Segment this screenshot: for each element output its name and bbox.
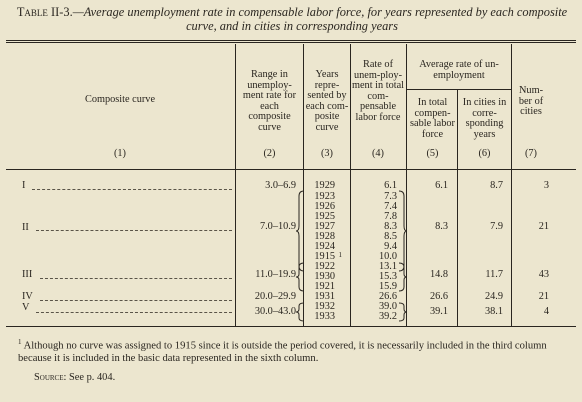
rate-brace-right xyxy=(398,190,408,272)
header-rate: Rate of unem-ploy-ment in total com-pensable labor force xyxy=(351,59,405,123)
footnote-ref: 1 xyxy=(338,251,342,259)
table-label: Table II-3. xyxy=(16,5,73,19)
year-cell: 1921 xyxy=(314,281,335,292)
range-value: 30.0–43.0 xyxy=(254,306,296,317)
leader-dots xyxy=(36,312,232,313)
avg-cities-value: 8.7 xyxy=(490,180,503,191)
curve-label: III xyxy=(22,269,33,280)
header-years: Years repre-sented by each com-posite curve xyxy=(305,69,349,133)
leader-dots xyxy=(36,230,232,231)
header-rule xyxy=(6,169,576,170)
year-text: 1915 xyxy=(314,251,335,262)
header-in-cities: In cities in corre-sponding years xyxy=(462,97,507,140)
table-caption: —Average unemployment rate in compensable labor force, for years represented by each composite curve, and in cities in corresponding years xyxy=(72,5,568,33)
avg-total-value: 8.3 xyxy=(435,221,448,232)
curve-label: I xyxy=(22,180,26,191)
colnum-3: (3) xyxy=(320,148,333,159)
column-divider xyxy=(511,44,512,326)
avg-total-value: 6.1 xyxy=(435,180,448,191)
year-brace-left xyxy=(296,262,306,292)
cities-count: 3 xyxy=(543,180,549,191)
cities-count: 4 xyxy=(543,306,549,317)
range-value: 20.0–29.9 xyxy=(254,291,296,302)
colnum-4: (4) xyxy=(371,148,384,159)
year-cell: 1931 xyxy=(314,291,335,302)
rate-cell: 7.4 xyxy=(384,201,397,212)
avg-total-value: 26.6 xyxy=(429,291,448,302)
rate-cell: 15.9 xyxy=(378,281,397,292)
year-brace-left xyxy=(296,302,306,322)
footnote-mark: 1 xyxy=(18,338,22,346)
avg-cities-value: 7.9 xyxy=(490,221,503,232)
rate-cell: 8.3 xyxy=(384,221,397,232)
curve-label: IV xyxy=(22,291,33,302)
range-value: 7.0–10.9 xyxy=(259,221,296,232)
avg-cities-value: 38.1 xyxy=(484,306,503,317)
header-average-group: Average rate of un-employment xyxy=(419,59,499,81)
range-value: 11.0–19.9 xyxy=(255,269,296,280)
rate-brace-right xyxy=(398,262,408,292)
rate-cell: 6.1 xyxy=(384,180,397,191)
source-label: Source: xyxy=(34,372,67,383)
footnote xyxy=(18,336,574,365)
year-cell: 1933 xyxy=(314,311,335,322)
colnum-2: (2) xyxy=(263,148,276,159)
rate-cell: 10.0 xyxy=(378,251,397,262)
header-composite-curve: Composite curve xyxy=(84,94,156,105)
colnum-5: (5) xyxy=(426,148,439,159)
column-divider xyxy=(235,44,236,326)
year-cell: 1926 xyxy=(314,201,335,212)
source-line xyxy=(34,372,115,383)
year-cell: 1932 xyxy=(314,301,335,312)
year-cell: 1927 xyxy=(314,221,335,232)
leader-dots xyxy=(40,278,232,279)
header-in-total: In total compen-sable labor force xyxy=(410,97,455,140)
rate-cell: 13.1 xyxy=(378,261,397,272)
top-rule xyxy=(6,40,576,43)
rate-cell: 15.3 xyxy=(378,271,397,282)
year-cell: 1922 xyxy=(314,261,335,272)
year-cell: 1924 xyxy=(314,241,335,252)
colnum-7: (7) xyxy=(524,148,537,159)
source-text: See p. 404. xyxy=(69,372,116,383)
year-cell: 1929 xyxy=(314,180,335,191)
header-range: Range in unemploy-ment rate for each composite curve xyxy=(242,69,297,133)
cities-count: 43 xyxy=(538,269,549,280)
avg-total-value: 39.1 xyxy=(429,306,448,317)
avg-total-value: 14.8 xyxy=(429,269,448,280)
year-cell: 1928 xyxy=(314,231,335,242)
rate-cell: 39.0 xyxy=(378,301,397,312)
rate-cell: 39.2 xyxy=(378,311,397,322)
rate-brace-right xyxy=(398,302,408,322)
rate-cell: 7.8 xyxy=(384,211,397,222)
year-cell: 1925 xyxy=(314,211,335,222)
bottom-rule xyxy=(6,326,576,327)
leader-dots xyxy=(32,189,232,190)
colnum-1: (1) xyxy=(113,148,126,159)
avg-cities-value: 24.9 xyxy=(484,291,503,302)
colnum-6: (6) xyxy=(478,148,491,159)
rate-cell: 9.4 xyxy=(384,241,397,252)
range-value: 3.0–6.9 xyxy=(265,180,296,191)
leader-dots xyxy=(40,300,232,301)
year-cell: 1930 xyxy=(314,271,335,282)
cities-count: 21 xyxy=(538,221,549,232)
curve-label: II xyxy=(22,222,29,233)
rate-cell: 8.5 xyxy=(384,231,397,242)
group-header-rule xyxy=(407,89,511,90)
cities-count: 21 xyxy=(538,291,549,302)
rate-cell: 7.3 xyxy=(384,191,397,202)
year-brace-left xyxy=(296,190,306,272)
curve-label: V xyxy=(22,302,30,313)
avg-cities-value: 11.7 xyxy=(485,269,503,280)
year-cell: 1923 xyxy=(314,191,335,202)
table-title xyxy=(8,5,576,33)
header-number: Num-ber of cities xyxy=(518,85,544,118)
rate-cell: 26.6 xyxy=(378,291,397,302)
footnote-text: Although no curve was assigned to 1915 since it is outside the period covered, it is necessarily included in the third column because it is included in the basic data represented in the sixth column. xyxy=(18,340,547,364)
